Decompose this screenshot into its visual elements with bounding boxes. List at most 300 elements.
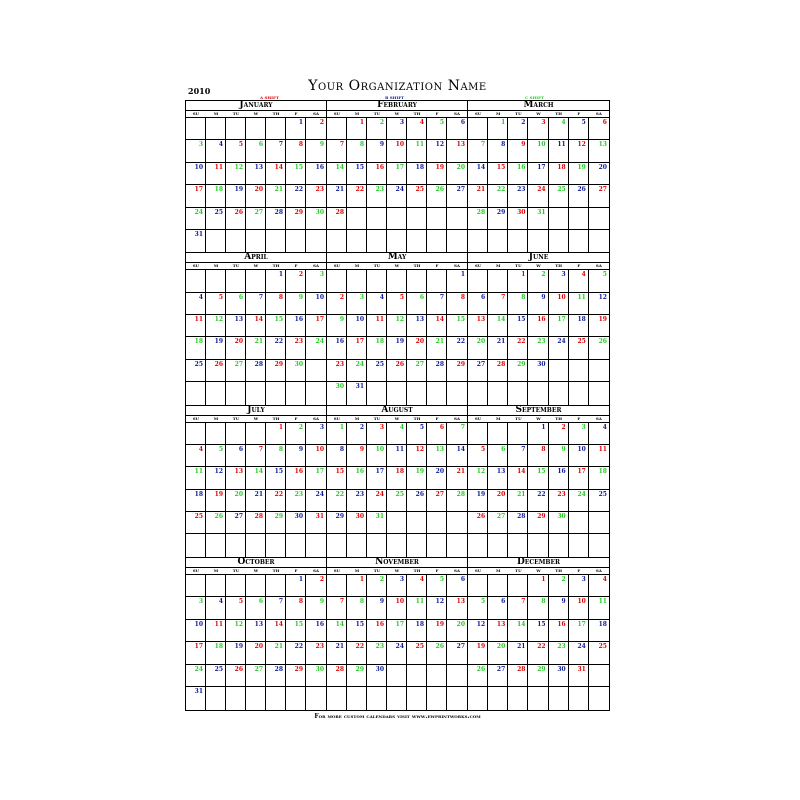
- weekday-label: M: [213, 111, 219, 116]
- day-cell: [488, 534, 508, 556]
- day-grid: [327, 270, 467, 404]
- day-cell: [549, 293, 569, 315]
- day-number: 16: [557, 620, 566, 628]
- day-cell: [306, 620, 326, 643]
- day-number: 14: [496, 316, 506, 323]
- day-cell: [206, 423, 226, 445]
- day-number: 17: [395, 620, 404, 628]
- day-cell: [447, 185, 467, 207]
- day-number: 30: [517, 208, 526, 216]
- day-cell: [589, 575, 609, 598]
- weekday-label: SU: [192, 415, 200, 421]
- day-number: 30: [335, 383, 344, 391]
- day-number: 5: [218, 293, 223, 301]
- day-cell: [427, 293, 447, 315]
- weekday-label: TU: [515, 415, 522, 421]
- weekday-label: W: [253, 415, 259, 421]
- day-number: 13: [496, 620, 506, 628]
- day-number: 6: [419, 293, 424, 301]
- day-cell: [327, 665, 347, 688]
- day-cell: [327, 423, 347, 445]
- day-cell: [246, 293, 266, 315]
- day-cell: [549, 337, 569, 359]
- day-cell: [508, 445, 528, 467]
- day-cell: [508, 687, 528, 710]
- day-cell: [347, 360, 367, 382]
- weekday-header: [468, 111, 609, 118]
- day-number: 11: [415, 598, 424, 606]
- day-cell: [186, 270, 206, 292]
- day-number: 11: [598, 445, 607, 453]
- day-cell: [549, 360, 569, 382]
- day-number: 27: [598, 186, 607, 194]
- weekday-label: M: [354, 263, 360, 269]
- day-number: 9: [359, 445, 364, 453]
- weekday-label: F: [577, 111, 581, 116]
- day-cell: [347, 512, 367, 534]
- day-cell: [407, 140, 427, 162]
- weekday-label: SU: [192, 111, 200, 116]
- day-number: 30: [294, 513, 303, 520]
- day-number: 6: [238, 293, 243, 301]
- day-cell: [266, 597, 286, 620]
- day-cell: [468, 382, 488, 404]
- day-number: 21: [517, 643, 526, 651]
- day-cell: [468, 118, 488, 140]
- day-grid: [468, 118, 609, 252]
- day-number: 7: [278, 598, 283, 606]
- day-cell: [488, 163, 508, 185]
- day-cell: [468, 490, 488, 512]
- day-number: 3: [581, 423, 586, 431]
- day-cell: [387, 360, 407, 382]
- weekday-label: SU: [192, 567, 200, 573]
- day-number: 23: [517, 186, 526, 194]
- day-cell: [528, 140, 548, 162]
- day-number: 21: [274, 186, 283, 194]
- day-number: 4: [218, 598, 223, 606]
- day-number: 6: [238, 445, 243, 453]
- day-cell: [427, 620, 447, 643]
- day-number: 2: [319, 575, 324, 583]
- weekday-label: M: [354, 111, 360, 116]
- day-cell: [549, 534, 569, 556]
- day-cell: [589, 208, 609, 230]
- day-cell: [306, 293, 326, 315]
- day-cell: [569, 423, 589, 445]
- day-cell: [589, 185, 609, 207]
- day-number: 29: [355, 665, 364, 673]
- day-number: 12: [476, 620, 486, 628]
- day-cell: [347, 140, 367, 162]
- day-number: 28: [274, 665, 283, 673]
- day-number: 6: [258, 598, 263, 606]
- day-cell: [569, 185, 589, 207]
- day-number: 10: [577, 445, 586, 453]
- day-number: 21: [517, 490, 526, 498]
- day-cell: [286, 445, 306, 467]
- day-number: 29: [496, 208, 506, 216]
- weekday-label: M: [354, 415, 360, 421]
- day-number: 29: [294, 665, 303, 673]
- day-cell: [306, 597, 326, 620]
- day-number: 20: [496, 643, 506, 651]
- day-grid: [186, 118, 326, 252]
- day-cell: [246, 423, 266, 445]
- day-number: 31: [194, 688, 203, 696]
- weekday-header: [468, 568, 609, 575]
- day-cell: [186, 293, 206, 315]
- day-cell: [246, 642, 266, 665]
- day-cell: [488, 597, 508, 620]
- weekday-label: SA: [595, 415, 602, 421]
- day-cell: [528, 467, 548, 489]
- day-cell: [186, 665, 206, 688]
- day-cell: [387, 665, 407, 688]
- day-cell: [327, 512, 347, 534]
- day-number: 19: [214, 338, 223, 346]
- day-cell: [206, 512, 226, 534]
- day-cell: [306, 230, 326, 252]
- day-number: 10: [194, 620, 203, 628]
- calendar-year: 2010: [188, 86, 211, 96]
- day-cell: [226, 512, 246, 534]
- day-number: 1: [521, 271, 526, 279]
- day-cell: [266, 270, 286, 292]
- weekday-label: SA: [454, 415, 460, 421]
- weekday-label: F: [577, 263, 581, 269]
- day-cell: [206, 687, 226, 710]
- month-name: August: [327, 406, 467, 416]
- day-number: 29: [456, 360, 465, 368]
- day-cell: [206, 575, 226, 598]
- day-cell: [447, 512, 467, 534]
- day-cell: [488, 490, 508, 512]
- day-cell: [226, 293, 246, 315]
- day-number: 12: [415, 445, 424, 453]
- day-number: 24: [375, 490, 384, 498]
- day-cell: [327, 575, 347, 598]
- day-number: 6: [501, 445, 506, 453]
- weekday-label: SU: [474, 415, 482, 421]
- day-cell: [367, 118, 387, 140]
- day-cell: [347, 642, 367, 665]
- day-cell: [306, 185, 326, 207]
- day-number: 12: [234, 620, 243, 628]
- day-number: 1: [278, 271, 283, 279]
- day-number: 13: [254, 620, 263, 628]
- weekday-label: W: [536, 415, 541, 421]
- day-cell: [306, 687, 326, 710]
- day-cell: [569, 230, 589, 252]
- day-number: 22: [355, 643, 364, 651]
- day-cell: [347, 575, 367, 598]
- day-number: 18: [557, 163, 566, 171]
- weekday-label: TH: [555, 415, 563, 421]
- day-cell: [327, 360, 347, 382]
- day-cell: [347, 337, 367, 359]
- weekday-label: TU: [373, 415, 381, 421]
- day-cell: [427, 423, 447, 445]
- day-number: 4: [581, 271, 586, 279]
- day-cell: [549, 642, 569, 665]
- day-cell: [306, 512, 326, 534]
- day-cell: [226, 620, 246, 643]
- day-number: 19: [234, 643, 243, 651]
- day-cell: [206, 534, 226, 556]
- day-number: 16: [557, 468, 566, 476]
- day-number: 5: [480, 445, 486, 453]
- day-cell: [447, 687, 467, 710]
- day-cell: [488, 208, 508, 230]
- day-cell: [246, 208, 266, 230]
- day-cell: [468, 620, 488, 643]
- day-cell: [569, 360, 589, 382]
- day-number: 15: [517, 316, 526, 323]
- day-cell: [387, 597, 407, 620]
- day-cell: [286, 185, 306, 207]
- day-cell: [367, 315, 387, 337]
- weekday-header: [468, 416, 609, 423]
- day-cell: [286, 293, 306, 315]
- day-number: 29: [274, 360, 283, 368]
- month-september: [468, 406, 609, 558]
- day-cell: [347, 315, 367, 337]
- weekday-label: W: [394, 263, 400, 269]
- day-cell: [186, 423, 206, 445]
- day-number: 18: [598, 620, 607, 628]
- day-number: 15: [496, 163, 506, 171]
- day-cell: [226, 382, 246, 404]
- day-cell: [549, 140, 569, 162]
- day-number: 11: [214, 163, 223, 171]
- day-cell: [286, 118, 306, 140]
- day-cell: [488, 665, 508, 688]
- month-march: [468, 101, 609, 253]
- day-cell: [589, 512, 609, 534]
- day-number: 27: [254, 208, 263, 216]
- month-may: [327, 253, 468, 405]
- day-cell: [246, 163, 266, 185]
- day-number: 30: [294, 360, 303, 368]
- day-number: 26: [476, 665, 486, 673]
- day-cell: [186, 208, 206, 230]
- day-number: 14: [517, 620, 526, 628]
- weekday-label: M: [495, 567, 501, 573]
- day-number: 28: [335, 208, 344, 216]
- day-cell: [427, 467, 447, 489]
- calendar-page: [185, 78, 610, 728]
- day-number: 19: [214, 490, 223, 498]
- day-number: 10: [557, 293, 566, 301]
- day-number: 9: [541, 293, 546, 301]
- day-cell: [387, 163, 407, 185]
- day-grid: [468, 270, 609, 404]
- day-number: 26: [476, 513, 486, 520]
- day-number: 9: [298, 293, 303, 301]
- day-cell: [226, 467, 246, 489]
- day-cell: [569, 163, 589, 185]
- weekday-label: F: [294, 111, 298, 116]
- day-number: 25: [194, 360, 203, 368]
- day-number: 3: [319, 423, 324, 431]
- day-cell: [387, 687, 407, 710]
- month-april: [186, 253, 327, 405]
- day-number: 26: [598, 338, 607, 346]
- day-number: 20: [476, 338, 486, 346]
- day-cell: [286, 208, 306, 230]
- day-cell: [246, 597, 266, 620]
- day-cell: [468, 642, 488, 665]
- day-cell: [528, 490, 548, 512]
- day-cell: [186, 140, 206, 162]
- day-grid: [186, 270, 326, 404]
- day-cell: [569, 597, 589, 620]
- day-cell: [488, 445, 508, 467]
- month-december: [468, 558, 609, 710]
- day-number: 28: [274, 208, 283, 216]
- day-number: 5: [238, 598, 243, 606]
- day-number: 27: [496, 665, 506, 673]
- day-number: 5: [238, 141, 243, 149]
- day-number: 25: [194, 513, 203, 520]
- weekday-label: M: [495, 415, 501, 421]
- day-cell: [367, 597, 387, 620]
- day-cell: [528, 118, 548, 140]
- weekday-label: TU: [232, 415, 240, 421]
- weekday-header: [327, 416, 467, 423]
- day-number: 30: [557, 513, 566, 520]
- day-cell: [468, 315, 488, 337]
- day-number: 29: [537, 665, 546, 673]
- weekday-label: W: [536, 111, 541, 116]
- day-number: 17: [315, 316, 324, 323]
- day-number: 4: [379, 293, 384, 301]
- day-cell: [447, 315, 467, 337]
- day-cell: [427, 118, 447, 140]
- day-number: 26: [395, 360, 404, 368]
- day-cell: [589, 118, 609, 140]
- day-cell: [327, 534, 347, 556]
- day-cell: [468, 445, 488, 467]
- shift-c-label: C SHIFT: [525, 95, 544, 100]
- month-name: June: [468, 253, 609, 263]
- day-number: 3: [359, 293, 364, 301]
- day-number: 29: [517, 360, 526, 368]
- day-number: 22: [294, 186, 303, 194]
- day-cell: [528, 270, 548, 292]
- day-cell: [407, 467, 427, 489]
- month-name: February: [327, 101, 467, 111]
- day-cell: [589, 467, 609, 489]
- organization-name: Your Organization Name: [308, 78, 487, 94]
- day-cell: [407, 687, 427, 710]
- day-cell: [327, 490, 347, 512]
- day-cell: [186, 445, 206, 467]
- day-cell: [569, 445, 589, 467]
- day-number: 8: [359, 598, 364, 606]
- day-cell: [266, 575, 286, 598]
- day-cell: [589, 270, 609, 292]
- day-number: 10: [395, 141, 404, 149]
- day-cell: [206, 118, 226, 140]
- day-cell: [569, 687, 589, 710]
- day-cell: [407, 512, 427, 534]
- day-number: 3: [399, 119, 404, 126]
- day-cell: [306, 337, 326, 359]
- day-cell: [407, 445, 427, 467]
- weekday-label: W: [394, 415, 400, 421]
- day-cell: [447, 270, 467, 292]
- day-cell: [427, 140, 447, 162]
- day-cell: [387, 140, 407, 162]
- day-number: 25: [598, 490, 607, 498]
- day-cell: [186, 534, 206, 556]
- day-cell: [549, 230, 569, 252]
- day-number: 8: [298, 141, 303, 149]
- day-number: 14: [435, 316, 444, 323]
- day-number: 12: [598, 293, 607, 301]
- day-cell: [387, 315, 407, 337]
- day-number: 11: [598, 598, 607, 606]
- day-cell: [186, 315, 206, 337]
- weekday-label: TU: [373, 263, 381, 269]
- day-number: 7: [339, 598, 344, 606]
- weekday-label: SU: [192, 263, 200, 269]
- day-cell: [447, 575, 467, 598]
- weekday-label: W: [536, 567, 541, 573]
- day-cell: [468, 293, 488, 315]
- day-cell: [447, 293, 467, 315]
- day-cell: [306, 423, 326, 445]
- day-cell: [488, 382, 508, 404]
- day-number: 13: [435, 445, 444, 453]
- day-number: 4: [399, 423, 404, 431]
- day-number: 23: [315, 643, 324, 651]
- day-cell: [427, 163, 447, 185]
- day-number: 2: [561, 423, 566, 431]
- day-cell: [286, 534, 306, 556]
- day-number: 19: [435, 163, 444, 171]
- day-cell: [589, 534, 609, 556]
- month-july: [186, 406, 327, 558]
- day-number: 24: [315, 490, 324, 498]
- day-number: 15: [294, 163, 303, 171]
- day-number: 22: [335, 490, 344, 498]
- day-cell: [367, 230, 387, 252]
- day-cell: [488, 642, 508, 665]
- day-cell: [427, 534, 447, 556]
- weekday-label: W: [253, 263, 259, 269]
- day-cell: [407, 534, 427, 556]
- day-cell: [367, 467, 387, 489]
- weekday-label: F: [435, 567, 439, 573]
- day-number: 19: [577, 163, 586, 171]
- day-cell: [387, 620, 407, 643]
- weekday-label: W: [536, 263, 541, 269]
- day-cell: [347, 597, 367, 620]
- day-number: 13: [456, 141, 465, 149]
- day-number: 20: [598, 163, 607, 171]
- day-number: 13: [415, 316, 424, 323]
- day-number: 7: [439, 293, 444, 301]
- day-cell: [327, 315, 347, 337]
- day-cell: [347, 423, 367, 445]
- weekday-label: TH: [555, 263, 563, 269]
- day-cell: [246, 687, 266, 710]
- day-number: 16: [375, 163, 384, 171]
- day-cell: [569, 642, 589, 665]
